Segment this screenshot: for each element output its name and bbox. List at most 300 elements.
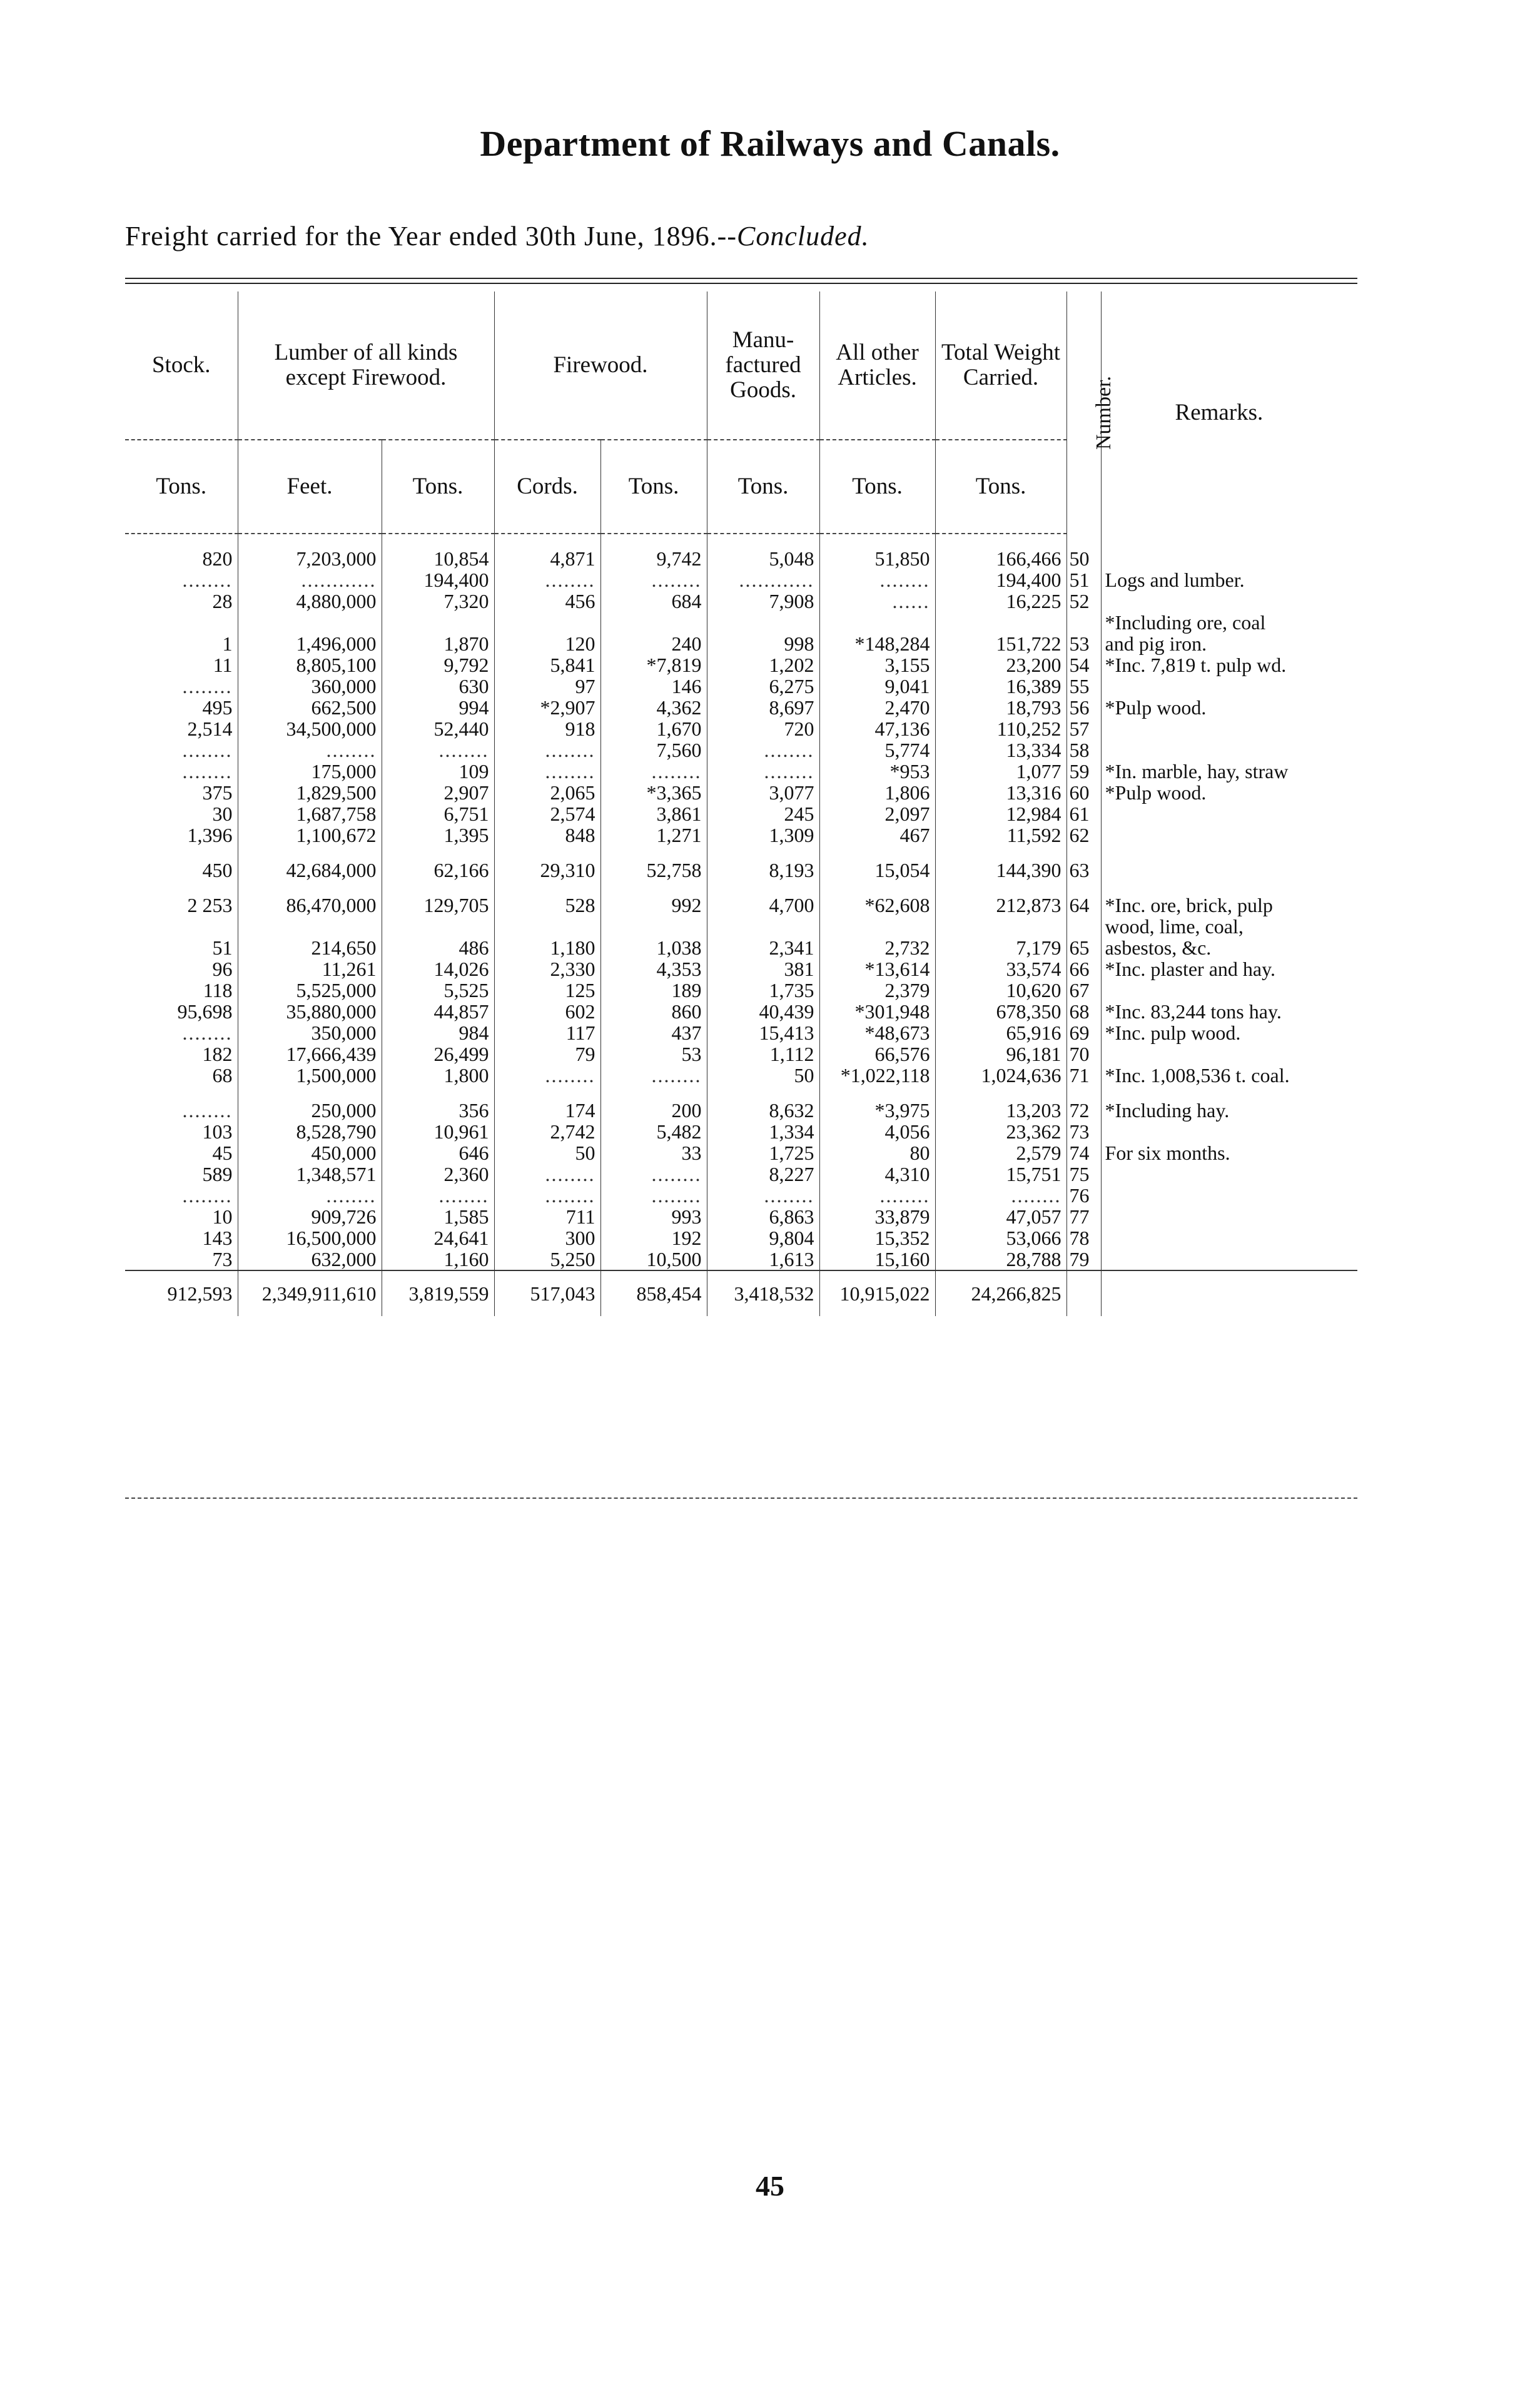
cell-number: 56	[1066, 697, 1101, 718]
spacer-cell	[125, 881, 238, 895]
cell-manufactured: 1,112	[707, 1043, 819, 1065]
cell-lumber-tons: 5,525	[382, 980, 494, 1001]
cell-firewood-cords: 5,250	[494, 1249, 600, 1270]
cell-stock: 73	[212, 1248, 233, 1270]
cell-remarks: Logs and lumber.	[1101, 569, 1357, 590]
cell-firewood-tons: *7,819	[600, 654, 707, 676]
cell-lumber-tons: 9,792	[382, 654, 494, 676]
cell-lumber-tons: 24,641	[382, 1227, 494, 1249]
cell-number: 71	[1066, 1065, 1101, 1086]
cell-manufactured: ........	[707, 1185, 819, 1206]
cell-firewood-cords: 79	[494, 1043, 600, 1065]
cell-total-weight: 12,984	[935, 803, 1066, 824]
table-caption	[125, 220, 869, 252]
table-row	[125, 1001, 1357, 1022]
cell-lumber-feet: 1,829,500	[238, 782, 382, 803]
cell-number: 64	[1066, 895, 1101, 916]
cell-stock: 2 253	[187, 894, 233, 916]
table-row	[125, 958, 1357, 980]
cell-manufactured: 4,700	[707, 895, 819, 916]
total-weight: 24,266,825	[935, 1270, 1066, 1316]
cell-stock: 450	[202, 859, 233, 881]
cell-all-other: 2,732	[819, 937, 935, 958]
table-row	[125, 1121, 1357, 1142]
cell-lumber-feet: 1,348,571	[238, 1163, 382, 1185]
cell-firewood-tons: 192	[600, 1227, 707, 1249]
cell-stock: 1	[222, 632, 233, 655]
cell-lumber-feet: ........	[238, 739, 382, 761]
cell-lumber-tons: 1,585	[382, 1206, 494, 1227]
cell-lumber-feet	[238, 916, 382, 937]
cell-number: 61	[1066, 803, 1101, 824]
cell-all-other: ........	[819, 1185, 935, 1206]
cell-manufactured: 50	[707, 1065, 819, 1086]
cell-lumber-feet: 7,203,000	[238, 548, 382, 569]
cell-stock: ........	[182, 569, 233, 591]
cell-manufactured: 1,202	[707, 654, 819, 676]
cell-stock: 820	[202, 547, 233, 570]
cell-remarks: asbestos, &c.	[1101, 937, 1357, 958]
cell-remarks: and pig iron.	[1101, 633, 1357, 654]
cell-firewood-cords: 2,065	[494, 782, 600, 803]
cell-remarks: *Inc. 7,819 t. pulp wd.	[1101, 654, 1357, 676]
cell-number: 51	[1066, 569, 1101, 590]
cell-total-weight: 13,203	[935, 1100, 1066, 1121]
cell-firewood-tons: 860	[600, 1001, 707, 1022]
cell-lumber-tons: 14,026	[382, 958, 494, 980]
cell-lumber-feet: 16,500,000	[238, 1227, 382, 1249]
cell-remarks	[1101, 1121, 1357, 1142]
cell-firewood-tons: ........	[600, 569, 707, 590]
cell-firewood-tons: 9,742	[600, 548, 707, 569]
cell-total-weight: 16,225	[935, 590, 1066, 612]
cell-lumber-tons: ........	[382, 739, 494, 761]
cell-number: 69	[1066, 1022, 1101, 1043]
cell-firewood-tons: 4,362	[600, 697, 707, 718]
cell-all-other: 15,160	[819, 1249, 935, 1270]
cell-lumber-feet: 1,100,672	[238, 824, 382, 846]
cell-firewood-tons: 3,861	[600, 803, 707, 824]
cell-all-other: 2,470	[819, 697, 935, 718]
table-row	[125, 824, 1357, 846]
cell-lumber-feet: 1,500,000	[238, 1065, 382, 1086]
cell-lumber-feet: 35,880,000	[238, 1001, 382, 1022]
cell-total-weight: 10,620	[935, 980, 1066, 1001]
spacer-cell	[600, 881, 707, 895]
cell-stock: 28	[212, 590, 233, 612]
cell-remarks: *Pulp wood.	[1101, 697, 1357, 718]
cell-manufactured: 6,275	[707, 676, 819, 697]
table-row	[125, 895, 1357, 916]
cell-firewood-tons: 33	[600, 1142, 707, 1163]
cell-all-other: 5,774	[819, 739, 935, 761]
cell-lumber-feet: 4,880,000	[238, 590, 382, 612]
cell-lumber-tons: 356	[382, 1100, 494, 1121]
header-stock: Stock.	[151, 352, 211, 378]
header-spacer-row	[125, 534, 1357, 548]
cell-lumber-tons: 194,400	[382, 569, 494, 590]
cell-lumber-tons: 486	[382, 937, 494, 958]
cell-firewood-tons: 992	[600, 895, 707, 916]
cell-stock: ........	[182, 675, 233, 697]
page-number: 45	[756, 2170, 784, 2202]
cell-total-weight: 7,179	[935, 937, 1066, 958]
cell-firewood-tons: 200	[600, 1100, 707, 1121]
cell-lumber-feet: 214,650	[238, 937, 382, 958]
cell-firewood-tons: 52,758	[600, 859, 707, 881]
cell-lumber-feet: ........	[238, 1185, 382, 1206]
cell-manufactured: 245	[707, 803, 819, 824]
cell-number: 65	[1066, 937, 1101, 958]
cell-number: 58	[1066, 739, 1101, 761]
spacer-cell	[707, 1086, 819, 1100]
spacer-cell	[125, 846, 238, 859]
cell-lumber-tons: 1,395	[382, 824, 494, 846]
freight-table-wrapper	[125, 291, 1357, 1316]
cell-remarks	[1101, 824, 1357, 846]
cell-firewood-tons	[600, 916, 707, 937]
cell-firewood-cords: 918	[494, 718, 600, 739]
table-row	[125, 1065, 1357, 1086]
cell-all-other: 15,352	[819, 1227, 935, 1249]
cell-firewood-tons: 10,500	[600, 1249, 707, 1270]
spacer-cell	[1101, 881, 1357, 895]
total-remarks	[1101, 1270, 1357, 1316]
cell-firewood-tons: ........	[600, 761, 707, 782]
cell-total-weight: 1,024,636	[935, 1065, 1066, 1086]
total-manufactured: 3,418,532	[707, 1270, 819, 1316]
table-row	[125, 718, 1357, 739]
cell-lumber-feet	[238, 612, 382, 633]
cell-remarks	[1101, 1043, 1357, 1065]
cell-lumber-tons	[382, 916, 494, 937]
cell-stock: 182	[202, 1043, 233, 1065]
cell-firewood-cords: 300	[494, 1227, 600, 1249]
spacer-cell	[707, 881, 819, 895]
header-lumber: Lumber of all kinds except Firewood.	[238, 291, 494, 440]
spacer-cell	[600, 1086, 707, 1100]
cell-number: 60	[1066, 782, 1101, 803]
cell-lumber-feet: 34,500,000	[238, 718, 382, 739]
table-row	[125, 761, 1357, 782]
cell-lumber-tons: 2,907	[382, 782, 494, 803]
table-row	[125, 937, 1357, 958]
cell-number: 67	[1066, 980, 1101, 1001]
cell-all-other: 4,056	[819, 1121, 935, 1142]
cell-lumber-tons: 62,166	[382, 859, 494, 881]
cell-firewood-tons: 240	[600, 633, 707, 654]
cell-remarks	[1101, 980, 1357, 1001]
cell-firewood-cords: 29,310	[494, 859, 600, 881]
cell-stock: ........	[182, 739, 233, 761]
cell-stock: 10	[212, 1205, 233, 1228]
cell-firewood-cords: 2,574	[494, 803, 600, 824]
cell-total-weight: 212,873	[935, 895, 1066, 916]
cell-number: 79	[1066, 1249, 1101, 1270]
spacer-cell	[1066, 881, 1101, 895]
cell-lumber-tons: 984	[382, 1022, 494, 1043]
cell-number: 54	[1066, 654, 1101, 676]
cell-lumber-tons: 994	[382, 697, 494, 718]
cell-firewood-cords: 125	[494, 980, 600, 1001]
spacer-cell	[238, 846, 382, 859]
spacer-cell	[382, 846, 494, 859]
cell-all-other: 33,879	[819, 1206, 935, 1227]
spacer-cell	[494, 881, 600, 895]
cell-lumber-tons: 2,360	[382, 1163, 494, 1185]
cell-remarks: *Pulp wood.	[1101, 782, 1357, 803]
spacer-cell	[707, 846, 819, 859]
cell-firewood-cords: 120	[494, 633, 600, 654]
cell-firewood-cords: 848	[494, 824, 600, 846]
table-body	[125, 534, 1357, 1270]
cell-all-other: 467	[819, 824, 935, 846]
cell-stock	[125, 916, 238, 937]
cell-firewood-tons: 684	[600, 590, 707, 612]
spacer-cell	[600, 846, 707, 859]
cell-all-other	[819, 612, 935, 633]
table-row	[125, 1100, 1357, 1121]
cell-firewood-tons: 146	[600, 676, 707, 697]
cell-remarks	[1101, 739, 1357, 761]
cell-manufactured: ........	[707, 761, 819, 782]
total-all-other: 10,915,022	[819, 1270, 935, 1316]
unit-firewood-cords: Cords.	[494, 440, 600, 534]
freight-table	[125, 291, 1357, 1316]
cell-total-weight: 2,579	[935, 1142, 1066, 1163]
cell-remarks: *Including ore, coal	[1101, 612, 1357, 633]
cell-lumber-feet: 5,525,000	[238, 980, 382, 1001]
cell-lumber-feet: 450,000	[238, 1142, 382, 1163]
cell-manufactured: 1,334	[707, 1121, 819, 1142]
cell-remarks	[1101, 803, 1357, 824]
cell-lumber-feet: 360,000	[238, 676, 382, 697]
cell-firewood-tons: 437	[600, 1022, 707, 1043]
cell-total-weight: 194,400	[935, 569, 1066, 590]
table-row	[125, 1022, 1357, 1043]
cell-remarks	[1101, 590, 1357, 612]
table-row	[125, 697, 1357, 718]
cell-number: 57	[1066, 718, 1101, 739]
cell-firewood-tons: ........	[600, 1185, 707, 1206]
cell-lumber-tons: 129,705	[382, 895, 494, 916]
cell-stock: 95,698	[177, 1000, 233, 1023]
cell-number: 70	[1066, 1043, 1101, 1065]
cell-lumber-feet: ............	[238, 569, 382, 590]
cell-remarks	[1101, 718, 1357, 739]
cell-remarks	[1101, 548, 1357, 569]
table-row	[125, 1206, 1357, 1227]
spacer-cell	[1101, 1086, 1357, 1100]
cell-stock: 103	[202, 1120, 233, 1143]
cell-firewood-cords	[494, 916, 600, 937]
cell-firewood-cords: 97	[494, 676, 600, 697]
cell-firewood-cords: 174	[494, 1100, 600, 1121]
cell-total-weight: 15,751	[935, 1163, 1066, 1185]
cell-firewood-cords: 456	[494, 590, 600, 612]
cell-lumber-feet: 1,687,758	[238, 803, 382, 824]
cell-all-other: 2,097	[819, 803, 935, 824]
spacer-cell	[819, 846, 935, 859]
bottom-rule	[125, 1498, 1357, 1499]
cell-all-other: ......	[819, 590, 935, 612]
cell-number: 72	[1066, 1100, 1101, 1121]
spacer-cell	[1066, 1086, 1101, 1100]
spacer-cell	[382, 881, 494, 895]
cell-lumber-tons: 6,751	[382, 803, 494, 824]
cell-number: 76	[1066, 1185, 1101, 1206]
cell-number: 66	[1066, 958, 1101, 980]
cell-lumber-tons	[382, 612, 494, 633]
cell-lumber-feet: 662,500	[238, 697, 382, 718]
spacer-cell	[125, 1086, 238, 1100]
cell-firewood-tons: 1,271	[600, 824, 707, 846]
cell-stock: 495	[202, 696, 233, 719]
cell-manufactured	[707, 612, 819, 633]
cell-firewood-tons: 1,038	[600, 937, 707, 958]
table-row	[125, 859, 1357, 881]
cell-lumber-tons: 1,800	[382, 1065, 494, 1086]
cell-all-other: *953	[819, 761, 935, 782]
cell-firewood-cords: ........	[494, 569, 600, 590]
total-number	[1066, 1270, 1101, 1316]
cell-remarks: *Inc. 83,244 tons hay.	[1101, 1001, 1357, 1022]
table-row	[125, 803, 1357, 824]
cell-manufactured: 8,632	[707, 1100, 819, 1121]
spacer-row	[125, 881, 1357, 895]
cell-all-other: *148,284	[819, 633, 935, 654]
cell-all-other: 66,576	[819, 1043, 935, 1065]
cell-manufactured: 1,725	[707, 1142, 819, 1163]
cell-stock: ........	[182, 1184, 233, 1207]
cell-lumber-tons: 26,499	[382, 1043, 494, 1065]
cell-total-weight: ........	[935, 1185, 1066, 1206]
total-lumber-tons: 3,819,559	[382, 1270, 494, 1316]
total-lumber-feet: 2,349,911,610	[238, 1270, 382, 1316]
cell-remarks	[1101, 1206, 1357, 1227]
table-row	[125, 548, 1357, 569]
unit-all-other-tons: Tons.	[819, 440, 935, 534]
cell-all-other: 9,041	[819, 676, 935, 697]
cell-firewood-tons: 7,560	[600, 739, 707, 761]
cell-lumber-tons: 10,854	[382, 548, 494, 569]
cell-firewood-tons: 993	[600, 1206, 707, 1227]
cell-lumber-tons: 10,961	[382, 1121, 494, 1142]
cell-remarks: *In. marble, hay, straw	[1101, 761, 1357, 782]
unit-lumber-tons: Tons.	[382, 440, 494, 534]
cell-remarks: *Inc. ore, brick, pulp	[1101, 895, 1357, 916]
total-firewood-tons: 858,454	[600, 1270, 707, 1316]
unit-manufactured-tons: Tons.	[707, 440, 819, 534]
cell-number: 55	[1066, 676, 1101, 697]
cell-total-weight: 65,916	[935, 1022, 1066, 1043]
spacer-row	[125, 1086, 1357, 1100]
cell-manufactured: 9,804	[707, 1227, 819, 1249]
cell-manufactured: 1,735	[707, 980, 819, 1001]
cell-remarks	[1101, 1163, 1357, 1185]
header-number	[1066, 291, 1115, 534]
cell-firewood-cords: 117	[494, 1022, 600, 1043]
cell-total-weight: 23,200	[935, 654, 1066, 676]
cell-lumber-tons: 646	[382, 1142, 494, 1163]
cell-total-weight: 33,574	[935, 958, 1066, 980]
cell-number: 73	[1066, 1121, 1101, 1142]
cell-lumber-feet: 175,000	[238, 761, 382, 782]
cell-total-weight: 13,316	[935, 782, 1066, 803]
cell-number: 77	[1066, 1206, 1101, 1227]
cell-all-other: *3,975	[819, 1100, 935, 1121]
cell-manufactured: 6,863	[707, 1206, 819, 1227]
cell-total-weight: 23,362	[935, 1121, 1066, 1142]
cell-firewood-cords	[494, 612, 600, 633]
cell-manufactured	[707, 916, 819, 937]
unit-lumber-feet: Feet.	[238, 440, 382, 534]
cell-lumber-feet: 350,000	[238, 1022, 382, 1043]
table-row	[125, 612, 1357, 633]
cell-remarks: For six months.	[1101, 1142, 1357, 1163]
cell-total-weight: 96,181	[935, 1043, 1066, 1065]
cell-lumber-feet: 909,726	[238, 1206, 382, 1227]
spacer-cell	[819, 1086, 935, 1100]
cell-total-weight: 28,788	[935, 1249, 1066, 1270]
cell-lumber-feet: 11,261	[238, 958, 382, 980]
cell-total-weight: 110,252	[935, 718, 1066, 739]
header-total-weight: Total Weight Carried.	[935, 291, 1066, 440]
cell-manufactured: 1,613	[707, 1249, 819, 1270]
cell-remarks	[1101, 1185, 1357, 1206]
cell-lumber-tons: 1,870	[382, 633, 494, 654]
cell-number	[1066, 916, 1101, 937]
spacer-cell	[494, 1086, 600, 1100]
cell-lumber-feet: 8,528,790	[238, 1121, 382, 1142]
spacer-cell	[382, 1086, 494, 1100]
spacer-cell	[935, 881, 1066, 895]
cell-stock: ........	[182, 760, 233, 783]
cell-firewood-cords: 50	[494, 1142, 600, 1163]
cell-stock: ........	[182, 1021, 233, 1044]
cell-firewood-cords: ........	[494, 761, 600, 782]
cell-manufactured: 381	[707, 958, 819, 980]
cell-all-other: 1,806	[819, 782, 935, 803]
cell-all-other: *48,673	[819, 1022, 935, 1043]
cell-lumber-feet: 42,684,000	[238, 859, 382, 881]
cell-lumber-tons: 1,160	[382, 1249, 494, 1270]
cell-firewood-tons: 1,670	[600, 718, 707, 739]
table-row	[125, 980, 1357, 1001]
cell-firewood-cords: 5,841	[494, 654, 600, 676]
cell-stock: 589	[202, 1163, 233, 1185]
cell-manufactured: 15,413	[707, 1022, 819, 1043]
cell-remarks: *Inc. plaster and hay.	[1101, 958, 1357, 980]
cell-stock: ........	[182, 1099, 233, 1122]
cell-total-weight: 166,466	[935, 548, 1066, 569]
cell-remarks	[1101, 676, 1357, 697]
cell-manufactured: ............	[707, 569, 819, 590]
cell-total-weight: 144,390	[935, 859, 1066, 881]
table-row	[125, 1043, 1357, 1065]
header-remarks: Remarks.	[1101, 291, 1357, 534]
cell-firewood-cords: 602	[494, 1001, 600, 1022]
spacer-cell	[819, 881, 935, 895]
cell-stock: 143	[202, 1227, 233, 1249]
spacer-cell	[1066, 846, 1101, 859]
cell-remarks: *Including hay.	[1101, 1100, 1357, 1121]
cell-stock: 68	[212, 1064, 233, 1087]
cell-firewood-tons: *3,365	[600, 782, 707, 803]
table-row	[125, 676, 1357, 697]
cell-all-other: 2,379	[819, 980, 935, 1001]
cell-stock: 11	[213, 654, 233, 676]
